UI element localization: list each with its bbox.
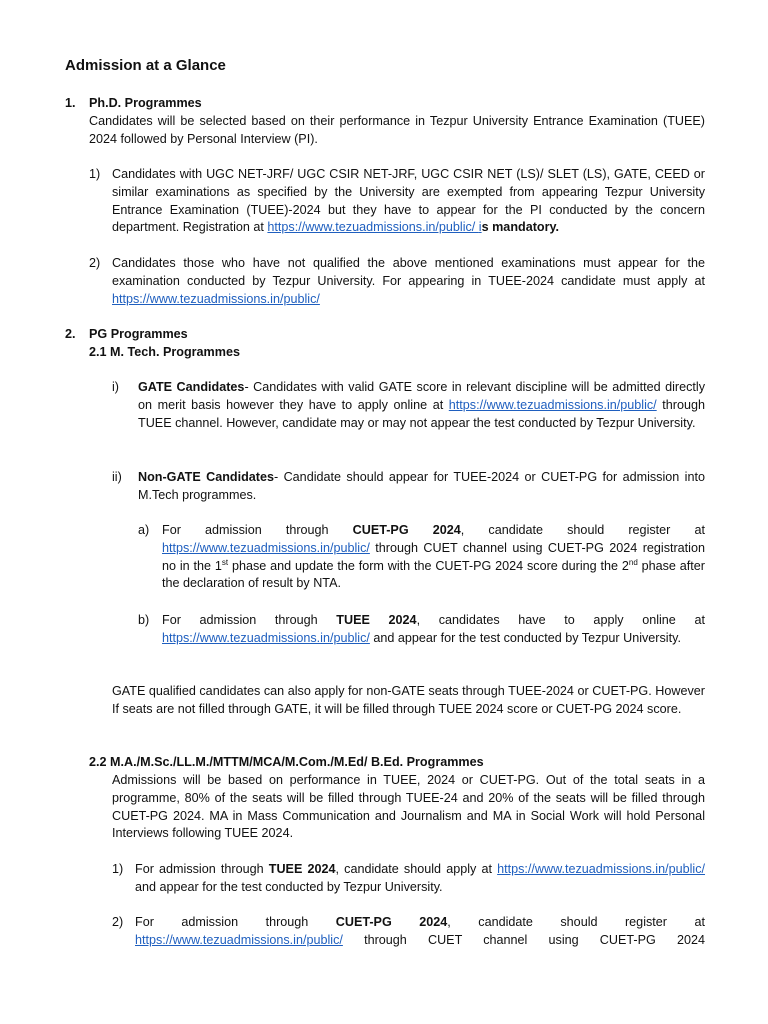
pg-tuee-mid: , candidate should apply at [335,862,498,876]
item-number: 1) [89,167,101,181]
gate-candidates-tail: through TUEE channel. However, candidate may or may not appear the test conducted by Tezpur University. [138,397,705,430]
cuet-pg-label: CUET-PG 2024 [352,523,461,537]
pg-cuet-link[interactable]: https://www.tezuadmissions.in/public/ [135,932,343,947]
tuee-pre: For admission through [162,613,337,627]
cuet-text-3: phase after the declaration of result by NTA. [162,558,705,591]
item-number: 2) [112,915,124,929]
item-number: b) [138,613,150,627]
subsection-title-mtech: 2.1 M. Tech. Programmes [89,345,240,359]
tuee-mid: , candidates have to apply online at [416,613,705,627]
gate-apply-link[interactable]: https://www.tezuadmissions.in/public/ [448,397,657,412]
item-number: i) [112,380,119,394]
gate-candidates-text: - Candidates with valid GATE score in relevant discipline will be admitted directly on merit basis however they have to apply online at [138,380,706,412]
pg-cuet-item [135,914,705,950]
non-gate-candidates-label: Non-GATE Candidates [138,470,274,484]
pg-cuet-mid: , candidate should register at [447,915,705,929]
section-number: 2. [65,327,76,341]
cuet-mid: , candidate should register at [460,523,705,537]
pg-tuee-pre: For admission through [135,862,269,876]
pg-cuet-pre: For admission through [135,915,336,929]
tuee-label: TUEE 2024 [336,613,417,627]
subsection-title-pg-programmes: 2.2 M.A./M.Sc./LL.M./MTTM/MCA/M.Com./M.Ed/ B.Ed. Programmes [89,755,484,769]
pg-cuet-tail: through CUET channel using CUET-PG 2024 [342,932,705,947]
gate-candidates-label: GATE Candidates [138,380,245,394]
item-number: 2) [89,256,101,270]
superscript: st [221,557,229,567]
phd-item-1-text: Candidates with UGC NET-JRF/ UGC CSIR NET-JRF, UGC CSIR NET (LS)/ SLET (LS), GATE, CEED or similar examinations as specified by the University are exempted from appearing Tezpur University Entrance Examination (TUEE)-2024 but they have to appear for the PI conducted by the concern department. Registration at [112,167,705,235]
phd-item-2 [112,255,705,308]
cuet-text-1: through CUET channel using CUET-PG 2024 registration no in the 1 [162,540,705,573]
tuee-mtech-item [162,612,705,648]
cuet-register-link[interactable]: https://www.tezuadmissions.in/public/ [162,540,370,555]
gate-candidates-item [138,379,705,432]
pg-tuee-link[interactable]: https://www.tezuadmissions.in/public/ [497,862,705,876]
mandatory-text: s mandatory. [481,220,560,235]
item-number: a) [138,523,150,537]
section-number: 1. [65,96,76,110]
apply-link[interactable]: https://www.tezuadmissions.in/public/ [112,291,320,306]
registration-link[interactable]: https://www.tezuadmissions.in/public/ [267,220,479,235]
cuet-text-2: phase and update the form with the CUET-PG 2024 score during the 2 [228,558,629,573]
tuee-apply-link[interactable]: https://www.tezuadmissions.in/public/ [162,630,370,645]
pg-cuet-label: CUET-PG 2024 [335,915,448,929]
item-number: 1) [112,862,124,876]
pg-tuee-item [135,861,705,897]
pg-intro: Admissions will be based on performance in TUEE, 2024 or CUET-PG. Out of the total seats in a programme, 80% of the seats will be filled through TUEE-24 and 20% of the seats will be filled through CUET-PG 2024. MA in Mass Communication and Journalism and MA in Social Work will hold Personal Interviews following TUEE 2024. [112,773,705,841]
section-title-phd: Ph.D. Programmes [89,96,202,110]
item-number: ii) [112,470,122,484]
phd-item-1 [112,166,705,237]
non-gate-candidates-text: - Candidate should appear for TUEE-2024 or CUET-PG for admission into M.Tech programmes. [138,470,705,502]
page-title: Admission at a Glance [65,57,226,74]
gate-note: GATE qualified candidates can also apply for non-GATE seats through TUEE-2024 or CUET-PG. However If seats are not filled through GATE, it will be filled through TUEE 2024 score or CUET-PG 2024 score. [112,684,705,716]
registration-link-tail[interactable]: i [478,220,482,235]
superscript: nd [628,557,638,567]
non-gate-candidates-item [138,469,705,505]
section-title-pg: PG Programmes [89,327,188,341]
phd-item-2-text: Candidates those who have not qualified the above mentioned examinations must appear for the examination conducted by Tezpur University. For appearing in TUEE-2024 candidate must apply at [112,256,705,288]
pg-tuee-tail: and appear for the test conducted by Tezpur University. [135,879,443,894]
pg-tuee-label: TUEE 2024 [268,862,336,876]
cuet-pre: For admission through [162,523,353,537]
cuet-pg-mtech-item [162,522,705,593]
tuee-tail: and appear for the test conducted by Tezpur University. [369,630,681,645]
phd-intro: Candidates will be selected based on their performance in Tezpur University Entrance Examination (TUEE) 2024 followed by Personal Interview (PI). [89,114,705,146]
